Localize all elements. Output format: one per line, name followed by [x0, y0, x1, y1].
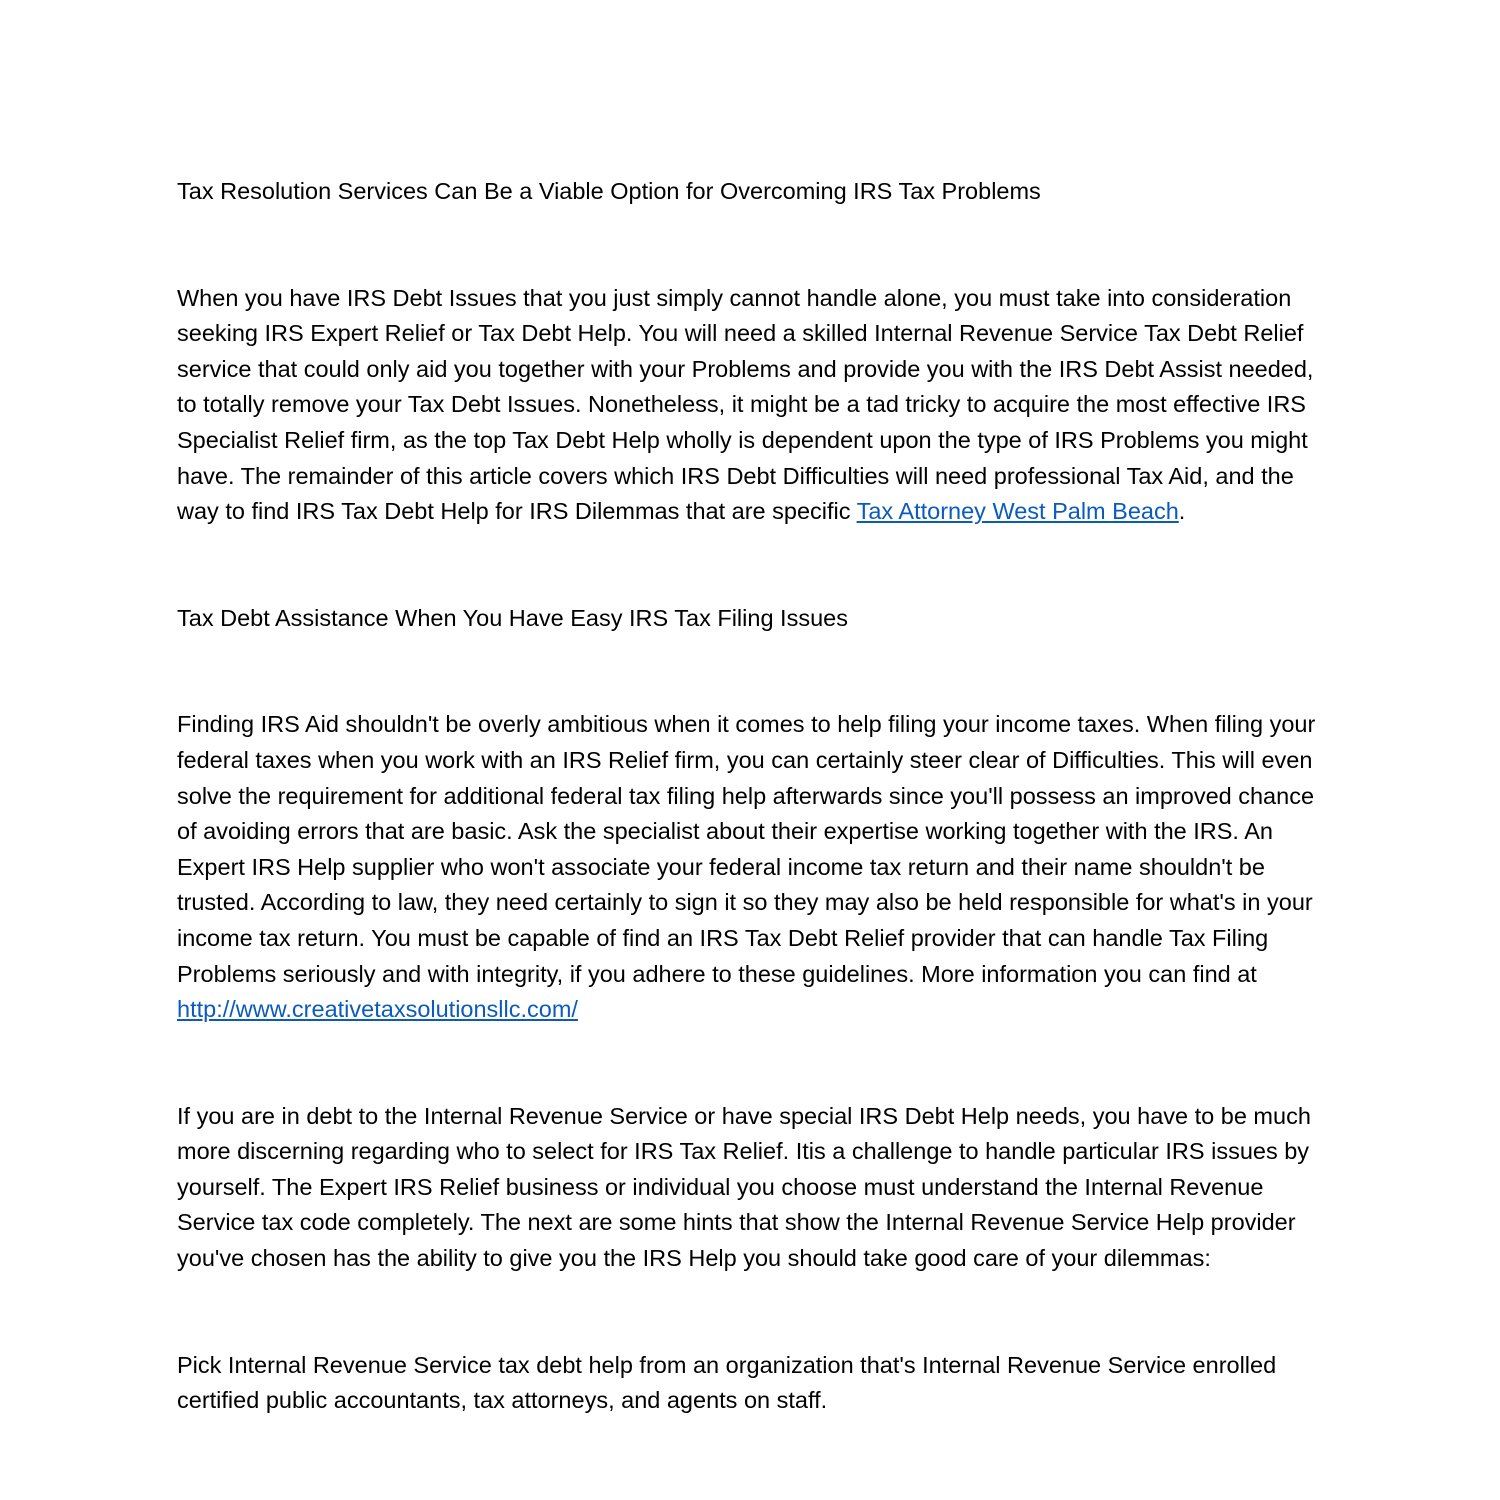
paragraph-2	[177, 707, 1337, 1027]
spacer	[177, 530, 1337, 601]
paragraph-1-end: .	[1178, 498, 1186, 525]
website-link[interactable]: http://www.creativetaxsolutionsllc.com/	[177, 996, 578, 1023]
spacer	[177, 1277, 1337, 1348]
spacer	[177, 210, 1337, 281]
paragraph-4: Pick Internal Revenue Service tax debt help from an organization that's Internal Revenue Service enrolled certified public accountants, tax attorneys, and agents on staff.	[177, 1351, 1277, 1414]
document-body	[177, 174, 1337, 1419]
paragraph-3: If you are in debt to the Internal Revenue Service or have special IRS Debt Help needs, you have to be much more discerning regarding who to select for IRS Tax Relief. Itis a challenge to handle particular IRS issues by yourself. The Expert IRS Relief business or individual you choose must understand the Internal Revenue Service tax code completely. The next are some hints that show the Internal Revenue Service Help provider you've chosen has the ability to give you the IRS Help you should take good care of your dilemmas:	[177, 1102, 1311, 1272]
tax-attorney-link[interactable]: Tax Attorney West Palm Beach	[856, 498, 1179, 525]
section-heading: Tax Debt Assistance When You Have Easy IRS Tax Filing Issues	[177, 604, 848, 631]
paragraph-1-text: When you have IRS Debt Issues that you just simply cannot handle alone, you must take into consideration seeking IRS Expert Relief or Tax Debt Help. You will need a skilled Internal Revenue Service Tax Debt Relief service that could only aid you together with your Problems and provide you with the IRS Debt Assist needed, to totally remove your Tax Debt Issues. Nonetheless, it might be a tad tricky to acquire the most effective IRS Specialist Relief firm, as the top Tax Debt Help wholly is dependent upon the type of IRS Problems you might have. The remainder of this article covers which IRS Debt Difficulties will need professional Tax Aid, and the way to find IRS Tax Debt Help for IRS Dilemmas that are specific	[177, 284, 1314, 525]
document-title: Tax Resolution Services Can Be a Viable Option for Overcoming IRS Tax Problems	[177, 178, 1041, 204]
paragraph-2-text: Finding IRS Aid shouldn't be overly ambitious when it comes to help filing your income taxes. When filing your federal taxes when you work with an IRS Relief firm, you can certainly steer clear of Difficulties. This will even solve the requirement for additional federal tax filing help afterwards since you'll possess an improved chance of avoiding errors that are basic. Ask the specialist about their expertise working together with the IRS. An Expert IRS Help supplier who won't associate your federal income tax return and their name shouldn't be trusted. According to law, they need certainly to sign it so they may also be held responsible for what's in your income tax return. You must be capable of find an IRS Tax Debt Relief provider that can handle Tax Filing Problems seriously and with integrity, if you adhere to these guidelines. More information you can find at	[177, 711, 1316, 987]
spacer	[177, 1028, 1337, 1099]
paragraph-1	[177, 281, 1337, 530]
spacer	[177, 636, 1337, 707]
